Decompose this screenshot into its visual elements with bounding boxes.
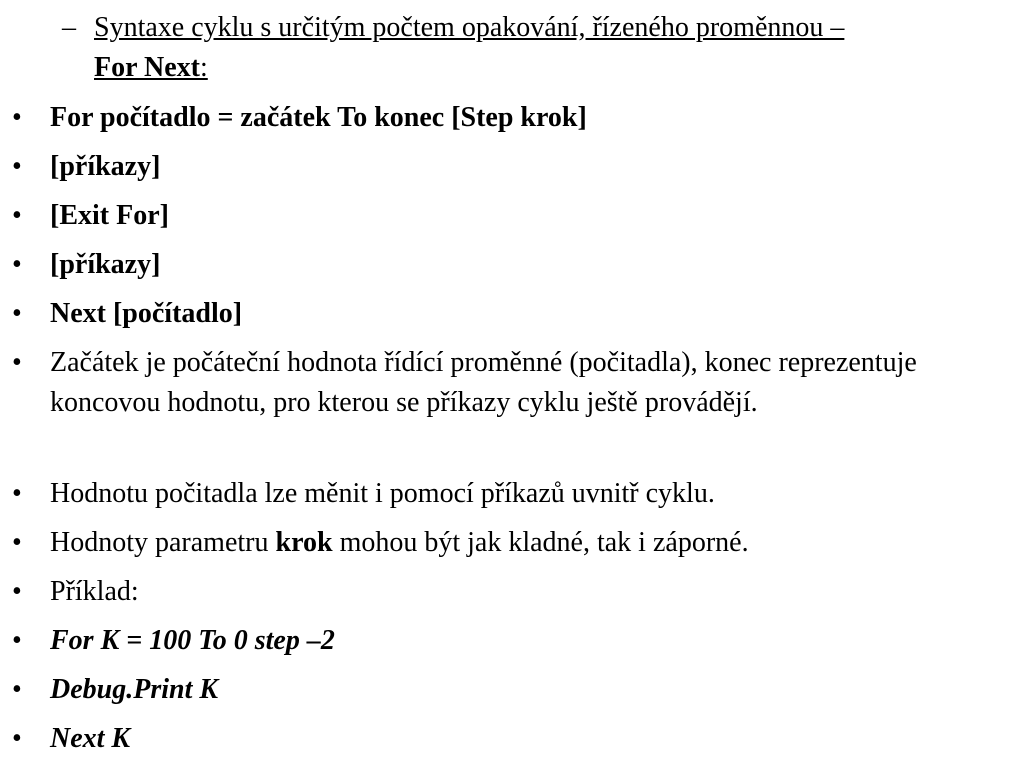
bullet-item: [12, 196, 1002, 236]
bullet-dot: •: [12, 200, 22, 231]
bullet-text-before: Hodnoty parametru: [50, 527, 276, 558]
bullet-text: [Exit For]: [50, 200, 169, 231]
bullet-item: [12, 523, 1002, 563]
bullet-text: Debug.Print K: [50, 674, 219, 705]
bullet-text-after: mohou být jak kladné, tak i záporné.: [332, 527, 749, 558]
bullet-dot: •: [12, 674, 22, 705]
bullet-text: [50, 523, 1002, 563]
bullet-text: Next [počítadlo]: [50, 298, 243, 329]
bullet-item: [12, 719, 1002, 759]
bullet-item: [12, 98, 1002, 138]
bullet-text: Příklad:: [50, 576, 139, 607]
bullet-dot: •: [12, 527, 22, 558]
bullet-text: Začátek je počáteční hodnota řídící proměnné (počitadla), konec reprezentuje koncovou hodnotu, pro kterou se příkazy cyklu ještě provádějí.: [50, 347, 917, 418]
bullet-item: [12, 294, 1002, 334]
bullet-text: Next K: [50, 723, 131, 754]
sub-heading-line1: Syntaxe cyklu s určitým počtem opakování, řízeného proměnnou –: [94, 12, 845, 43]
bullet-dot: •: [12, 347, 22, 378]
bullet-dot: •: [12, 102, 22, 133]
bullet-text: For K = 100 To 0 step –2: [50, 625, 335, 656]
bullet-text: [příkazy]: [50, 249, 161, 280]
bullet-dot: •: [12, 625, 22, 656]
sub-heading-text: [94, 8, 1012, 88]
sub-heading-end: :: [200, 52, 208, 83]
sub-heading-bold: For Next: [94, 52, 200, 83]
bullet-text: [příkazy]: [50, 151, 161, 182]
bullet-item: [12, 147, 1002, 187]
bullet-dot: •: [12, 478, 22, 509]
bullet-item: [12, 670, 1002, 710]
bullet-dot: •: [12, 298, 22, 329]
dash-bullet: –: [62, 12, 76, 43]
bullet-item: [12, 343, 1002, 423]
bullet-dot: •: [12, 249, 22, 280]
bullet-text: Hodnotu počitadla lze měnit i pomocí příkazů uvnitř cyklu.: [50, 478, 715, 509]
bullet-text-bold: krok: [275, 527, 333, 558]
bullet-item: [12, 621, 1002, 661]
bullet-text: For počítadlo = začátek To konec [Step krok]: [50, 102, 587, 133]
bullet-dot: •: [12, 151, 22, 182]
sub-heading: [62, 8, 1012, 88]
bullet-item: [12, 245, 1002, 285]
bullet-item: [12, 572, 1002, 612]
bullet-dot: •: [12, 723, 22, 754]
bullet-dot: •: [12, 576, 22, 607]
bullet-item: [12, 474, 1002, 514]
